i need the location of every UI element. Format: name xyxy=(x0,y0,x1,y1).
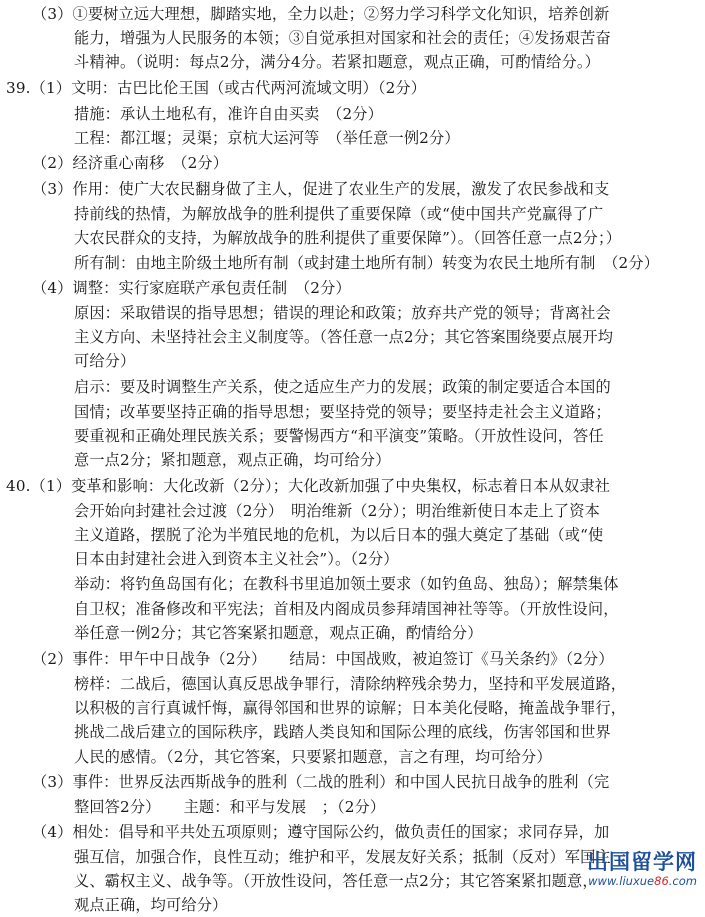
text-line: 持前线的热情，为解放战争的胜利提供了重要保障（或“使中国共产党赢得了广 xyxy=(74,205,604,223)
text-line: 措施：承认土地私有，准许自由买卖 （2分） xyxy=(74,105,383,123)
text-line: 工程：都江堰；灵渠；京杭大运河等 （举任意一例2分） xyxy=(74,129,460,147)
text-line: （2）事件：甲午中日战争（2分） 结局：中国战败，被迫签订《马关条约》（2分） xyxy=(32,650,614,668)
text-line: 斗精神。（说明：每点2分，满分4分。若紧扣题意，观点正确，可酌情给分。） xyxy=(74,53,600,71)
text-line: 人民的感情。（2分，其它答案，只要紧扣题意，言之有理，均可给分） xyxy=(74,748,552,766)
text-line: 举动：将钓鱼岛国有化；在教科书里追加领土要求（如钓鱼岛、独岛）；解禁集体 xyxy=(74,575,619,593)
text-line: 所有制：由地主阶级土地所有制（或封建土地所有制）转变为农民土地所有制 （2分） xyxy=(74,254,660,272)
text-line: 大农民群众的支持，为解放战争的胜利提供了重要保障”）。（回答任意一点2分；） xyxy=(74,229,622,247)
text-line: 39.（1）文明：古巴比伦王国（或古代两河流域文明）（2分） xyxy=(6,79,427,97)
text-line: 以积极的言行真诚忏悔，赢得邻国和世界的谅解；日本美化侵略，掩盖战争罪行， xyxy=(74,699,627,717)
text-line: （3）①要树立远大理想，脚踏实地，全力以赴；②努力学习科学文化知识，培养创新 xyxy=(32,5,610,23)
text-line: 强互信，加强合作，良性互动；维护和平，发展友好关系；抵制（反对）军国主 xyxy=(74,848,611,866)
watermark-url-prefix: www.liuxue xyxy=(588,874,655,888)
text-line: 国情；改革要坚持正确的指导思想；要坚持党的领导；要坚持走社会主义道路； xyxy=(74,403,611,421)
text-line: 举任意一例2分；其它答案紧扣题意，观点正确，酌情给分） xyxy=(74,624,483,642)
text-line: 可给分） xyxy=(74,352,136,370)
text-line: 日本由封建社会进入到资本主义社会”）。（2分） xyxy=(74,550,399,568)
text-line: 主义道路，摆脱了沦为半殖民地的危机，为以后日本的强大奠定了基础（或“使 xyxy=(74,526,604,544)
text-line: 原因：采取错误的指导思想；错误的理论和政策；放弃共产党的领导；背离社会 xyxy=(74,304,611,322)
text-line: （3）作用：使广大农民翻身做了主人，促进了农业生产的发展，激发了农民参战和支 xyxy=(32,180,610,198)
text-line: 自卫权；准备修改和平宪法；首相及内阁成员参拜靖国神社等等。（开放性设问， xyxy=(74,600,619,618)
text-line: （4）调整：实行家庭联产承包责任制 （2分） xyxy=(32,279,351,297)
text-line: （4）相处：倡导和平共处五项原则；遵守国际公约，做负责任的国家；求同存异，加 xyxy=(32,823,610,841)
text-line: 义、霸权主义、战争等。（开放性设问，答任意一点2分；其它答案紧扣题意， xyxy=(74,872,598,890)
text-line: 观点正确，均可给分） xyxy=(74,896,228,914)
text-line: 整回答2分） 主题：和平与发展 ；（2分） xyxy=(74,798,386,816)
text-line: 意一点2分；紧扣题意，观点正确，均可给分） xyxy=(74,451,391,469)
watermark-url-highlight: 86 xyxy=(654,874,669,888)
text-line: （2）经济重心南移 （2分） xyxy=(32,154,229,172)
text-line: 启示：要及时调整生产关系，使之适应生产力的发展；政策的制定要适合本国的 xyxy=(74,378,611,396)
text-line: 会开始向封建社会过渡（2分） 明治维新（2分）；明治维新使日本走上了资本 xyxy=(74,502,600,520)
site-watermark xyxy=(547,850,697,890)
watermark-url xyxy=(547,874,697,888)
text-line: 能力，增强为人民服务的本领；③自觉承担对国家和社会的责任；④发扬艰苦奋 xyxy=(74,29,611,47)
watermark-url-suffix: .com xyxy=(668,874,697,888)
text-line: 挑战二战后建立的国际秩序，践踏人类良知和国际公理的底线，伤害邻国和世界 xyxy=(74,723,611,741)
text-line: 榜样：二战后，德国认真反思战争罪行，清除纳粹残余势力，坚持和平发展道路， xyxy=(74,675,627,693)
watermark-title: 出国留学网 xyxy=(587,850,697,874)
text-line: 要重视和正确处理民族关系；要警惕西方“和平演变”策略。（开放性设问，答任 xyxy=(74,427,604,445)
text-line: 主义方向、未坚持社会主义制度等。（答任意一点2分；其它答案围绕要点展开均 xyxy=(74,328,614,346)
text-line: 40.（1）变革和影响：大化改新（2分）；大化改新加强了中央集权，标志着日本从奴隶社 xyxy=(6,477,611,495)
text-line: （3）事件：世界反法西斯战争的胜利（二战的胜利）和中国人民抗日战争的胜利（完 xyxy=(32,773,610,791)
